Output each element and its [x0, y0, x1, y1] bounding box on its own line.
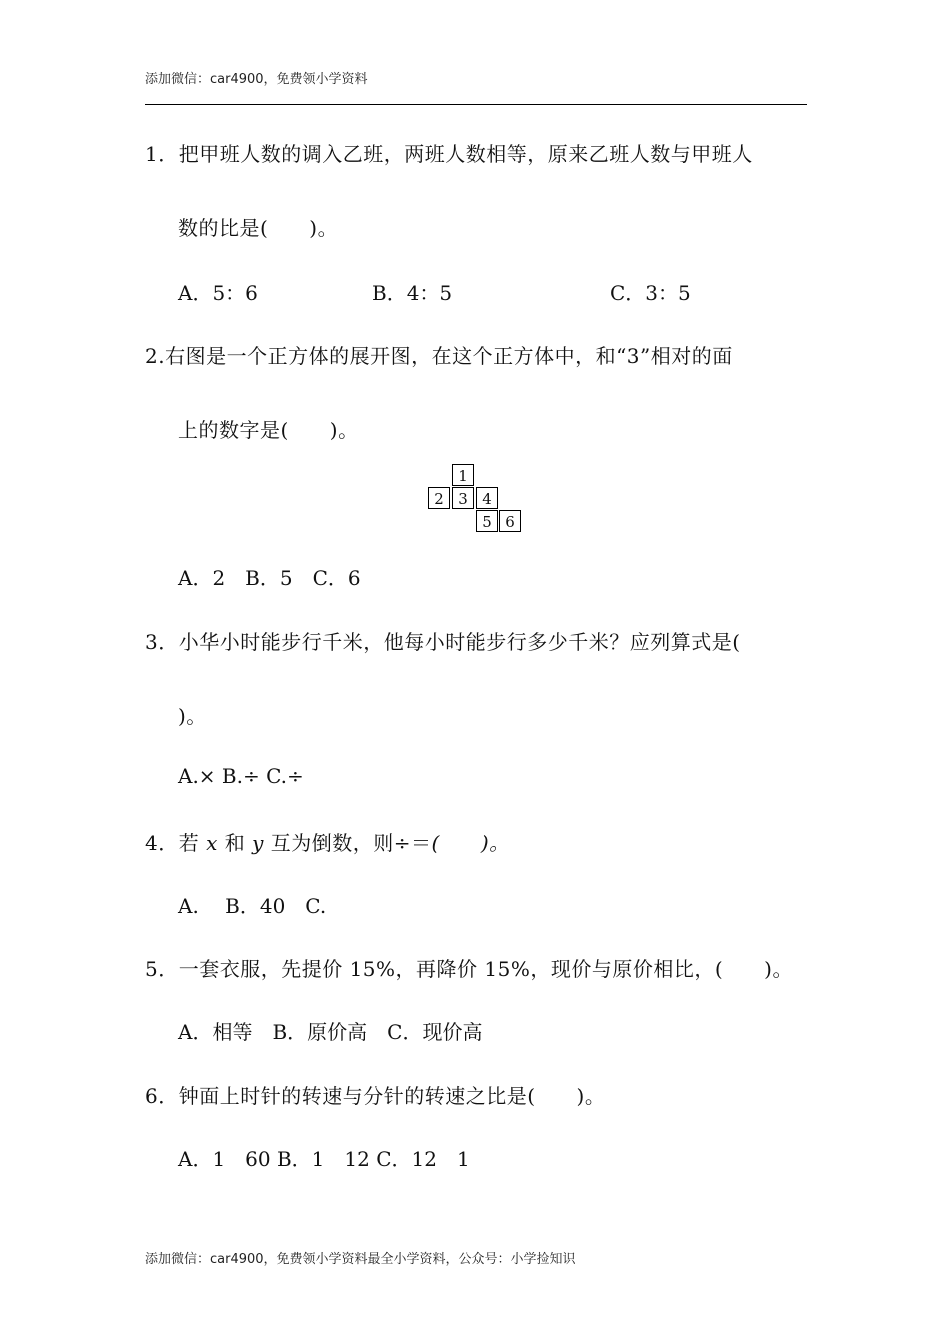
question-4-mid-1: 和 [217, 831, 253, 855]
question-4-prefix: 4．若 [145, 831, 207, 855]
header-divider [145, 104, 807, 105]
question-5-options: A．相等 B．原价高 C．现价高 [178, 1020, 483, 1044]
variable-x: x [206, 831, 218, 855]
question-6-options: A．1 60 B．1 12 C．12 1 [178, 1147, 470, 1171]
cube-face-2: 2 [428, 487, 450, 509]
cube-net-figure [428, 464, 523, 534]
question-4-answer-blank: ( )。 [431, 831, 510, 855]
question-1-option-b: B．4：5 [372, 281, 453, 305]
cube-face-4: 4 [476, 487, 498, 509]
question-4-options: A. B．40 C. [178, 894, 327, 918]
question-1-line-2: 数的比是( )。 [178, 216, 339, 240]
header-note: 添加微信：car4900，免费领小学资料 [145, 72, 368, 87]
question-2-options: A．2 B．5 C．6 [178, 566, 361, 590]
cube-face-1: 1 [452, 464, 474, 486]
cube-face-5: 5 [476, 510, 498, 532]
question-2-line-1: 2.右图是一个正方体的展开图，在这个正方体中，和“3”相对的面 [145, 344, 733, 368]
question-3-options: A.× B.÷ C.÷ [178, 764, 304, 788]
question-4-line [145, 827, 510, 856]
question-5-line: 5．一套衣服，先提价 15%，再降价 15%，现价与原价相比，( )。 [145, 957, 793, 981]
question-6-line: 6．钟面上时针的转速与分针的转速之比是( )。 [145, 1084, 606, 1108]
question-3-line-1: 3．小华小时能步行千米，他每小时能步行多少千米？应列算式是( [145, 630, 741, 654]
question-3-line-2: )。 [178, 704, 207, 728]
cube-face-6: 6 [499, 510, 521, 532]
question-1-option-a: A．5：6 [178, 281, 258, 305]
question-1-option-c: C．3：5 [610, 281, 691, 305]
question-4-mid-2: 互为倒数，则÷＝ [263, 831, 432, 855]
variable-y: y [252, 831, 264, 855]
question-2-line-2: 上的数字是( )。 [178, 418, 359, 442]
question-1-line-1: 1．把甲班人数的调入乙班，两班人数相等，原来乙班人数与甲班人 [145, 142, 753, 166]
footer-note: 添加微信：car4900，免费领小学资料最全小学资料，公众号：小学捡知识 [145, 1252, 576, 1267]
cube-face-3: 3 [452, 487, 474, 509]
